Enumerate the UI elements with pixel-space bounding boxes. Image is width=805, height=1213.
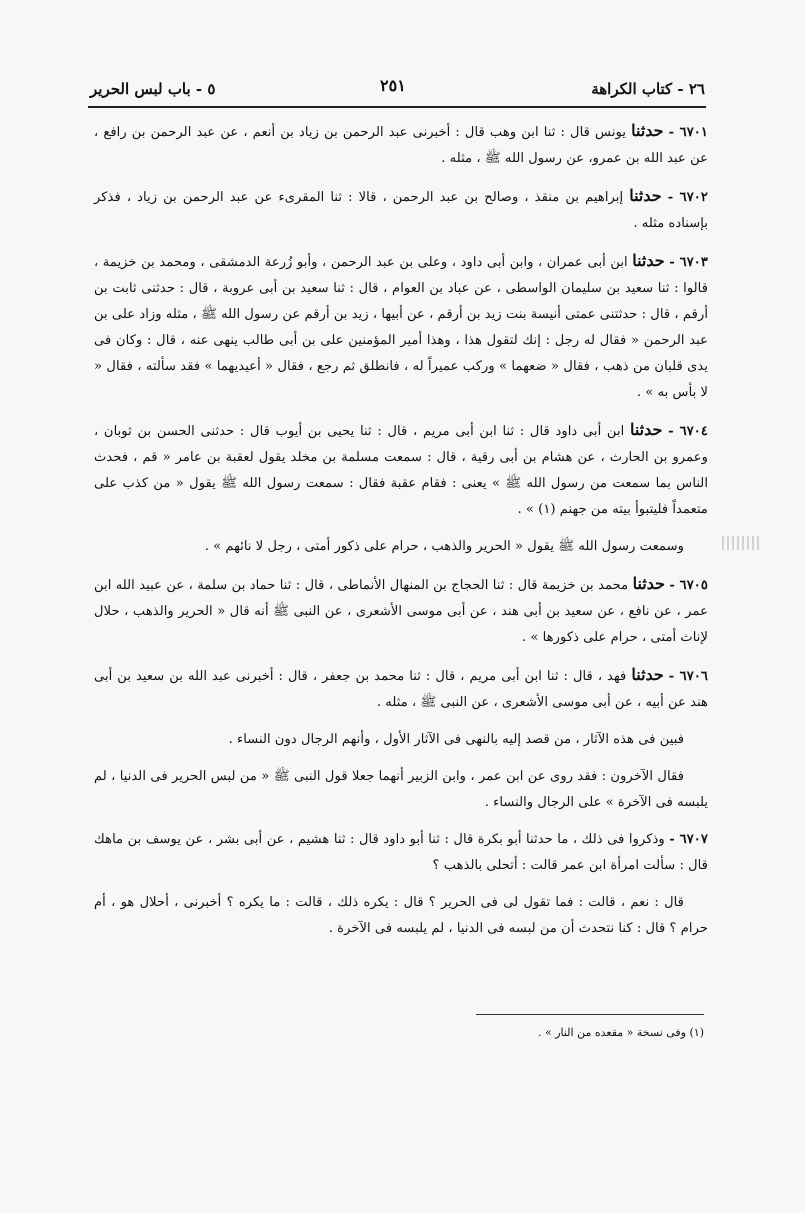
hadith-number: ٦٧٠٦ -: [668, 669, 708, 684]
hadith-paragraph: [94, 764, 708, 816]
footnote-rule: [476, 1014, 704, 1015]
hadith-paragraph: [94, 827, 708, 879]
hadith-number: ٦٧٠١ -: [668, 125, 708, 140]
page-header: [90, 76, 705, 102]
page-number: ٢٥١: [380, 76, 406, 95]
hadith-text: يونس قال : ثنا ابن وهب قال : أخبرنى عبد الرحمن بن زياد بن أنعم ، عن عبد الرحمن بن رافع ، عن عبد الله بن عمرو، عن رسول الله ﷺ ، مثله .: [94, 125, 708, 166]
hadith-text: ابن أبى داود قال : ثنا ابن أبى مريم ، قال : ثنا يحيى بن أيوب قال : حدثنى الحسن بن ثوبان ، وعمرو بن الحارث ، عن هشام بن أبى رقية ، قال : سمعت مسلمة بن مخلد يقول لعقبة بن عامر « قم ، فحدث الناس بما سمعت من رسول الله ﷺ » يعنى : فقام عقبة فقال : سمعت رسول الله ﷺ يقول « من كذب على متعمداً فليتبوأ بيته من جهنم (١) » .: [94, 424, 708, 517]
hadith-text: ابن أبى عمران ، وابن أبى داود ، وعلى بن عبد الرحمن ، وأبو زُرعة الدمشقى ، ومحمد بن خزيمة ، قالوا : ثنا سعيد بن سليمان الواسطى ، عن عباد بن العوام ، قال : ثنا سعيد بن أبى عروبة ، قال : حدثنى ثابت بن أرقم ، قال : حدثتنى عمتى أنيسة بنت زيد بن أرقم ، عن أبيها ، زيد بن أرقم عن رسول الله ﷺ ، مثله وزاد على بن عبد الرحمن « فقال له رجل : إنك لتقول هذا ، وهذا أمير المؤمنين على بن أبى طالب ينهى عنه ، قال : وكان فى يدى قلبان من ذهب ، فقال « ضعهما » وركب عميراً له ، فانطلق ثم رجع ، فقال « أعيديهما » فقد سألته ، فقال « لا بأس به » .: [94, 255, 708, 400]
hadith-text: وذكروا فى ذلك ، ما حدثنا أبو بكرة قال : ثنا أبو داود قال : ثنا هشيم ، عن أبى بشر ، عن يوسف بن ماهك قال : سألت امرأة ابن عمر قالت : أتحلى بالذهب ؟: [94, 832, 708, 873]
hadith-paragraph: [94, 248, 708, 406]
hadith-number: ٦٧٠٣ -: [669, 255, 708, 270]
footnote: (١) وفى نسخة « مقعده من النار » .: [537, 1026, 704, 1039]
hadith-number: ٦٧٠٧ -: [669, 832, 708, 847]
chapter-title: ٥ - باب لبس الحرير: [90, 80, 216, 98]
hadith-number: ٦٧٠٢ -: [667, 190, 708, 205]
hadith-text: وسمعت رسول الله ﷺ يقول « الحرير والذهب ، حرام على ذكور أمتى ، رجل لا نائهم » .: [204, 539, 684, 554]
book-title: ٢٦ - كتاب الكراهة: [591, 80, 705, 98]
main-text: [94, 118, 708, 953]
hadith-text: محمد بن خزيمة قال : ثنا الحجاج بن المنهال الأنماطى ، قال : ثنا حماد بن سلمة ، عن عبيد الله ابن عمر ، عن نافع ، عن سعيد بن أبى هند ، عن أبى موسى الأشعرى ، عن النبى ﷺ أنه قال « الحرير والذهب ، حلال لإناث أمتى ، حرام على ذكورها » .: [94, 578, 708, 645]
hadith-text: فبين فى هذه الآثار ، من قصد إليه بالنهى فى الآثار الأول ، وأنهم الرجال دون النساء .: [228, 732, 684, 747]
hadith-text: فقال الآخرون : فقد روى عن ابن عمر ، وابن الزبير أنهما جعلا قول النبى ﷺ « من لبس الحرير فى الدنيا ، لم يلبسه فى الآخرة » على الرجال والنساء .: [94, 769, 708, 810]
hadith-text: فهد ، قال : ثنا ابن أبى مريم ، قال : ثنا محمد بن جعفر ، قال : أخبرنى عبد الله بن سعيد بن أبى هند عن أبيه ، عن أبى موسى الأشعرى ، عن النبى ﷺ ، مثله .: [94, 669, 708, 710]
hadith-paragraph: [94, 727, 708, 753]
hadith-paragraph: [94, 534, 708, 560]
hadith-paragraph: [94, 571, 708, 651]
narration-keyword: حدثنا: [629, 186, 662, 205]
narration-keyword: حدثنا: [629, 420, 663, 439]
hadith-number: ٦٧٠٥ -: [669, 578, 708, 593]
narration-keyword: حدثنا: [631, 665, 664, 684]
hadith-paragraph: [94, 183, 708, 237]
header-rule: [88, 106, 706, 108]
narration-keyword: حدثنا: [632, 251, 665, 270]
hadith-paragraph: [94, 662, 708, 716]
hadith-paragraph: [94, 417, 708, 523]
hadith-paragraph: [94, 890, 708, 942]
narration-keyword: حدثنا: [631, 121, 664, 140]
hadith-paragraph: [94, 118, 708, 172]
hadith-text: إبراهيم بن منقذ ، وصالح بن عبد الرحمن ، قالا : ثنا المقرىء عن عبد الرحمن بن زياد ، فذكر بإسناده مثله .: [94, 190, 708, 231]
margin-mark: [722, 536, 760, 550]
hadith-number: ٦٧٠٤ -: [668, 424, 708, 439]
hadith-text: قال : نعم ، قالت : فما تقول لى فى الحرير ؟ قال : يكره ذلك ، قالت : ما يكره ؟ أخبرنى ، أحلال هو ، أم حرام ؟ قال : كنا نتحدث أن من لبسه فى الدنيا ، لم يلبسه فى الآخرة .: [94, 895, 708, 936]
narration-keyword: حدثنا: [632, 574, 666, 593]
